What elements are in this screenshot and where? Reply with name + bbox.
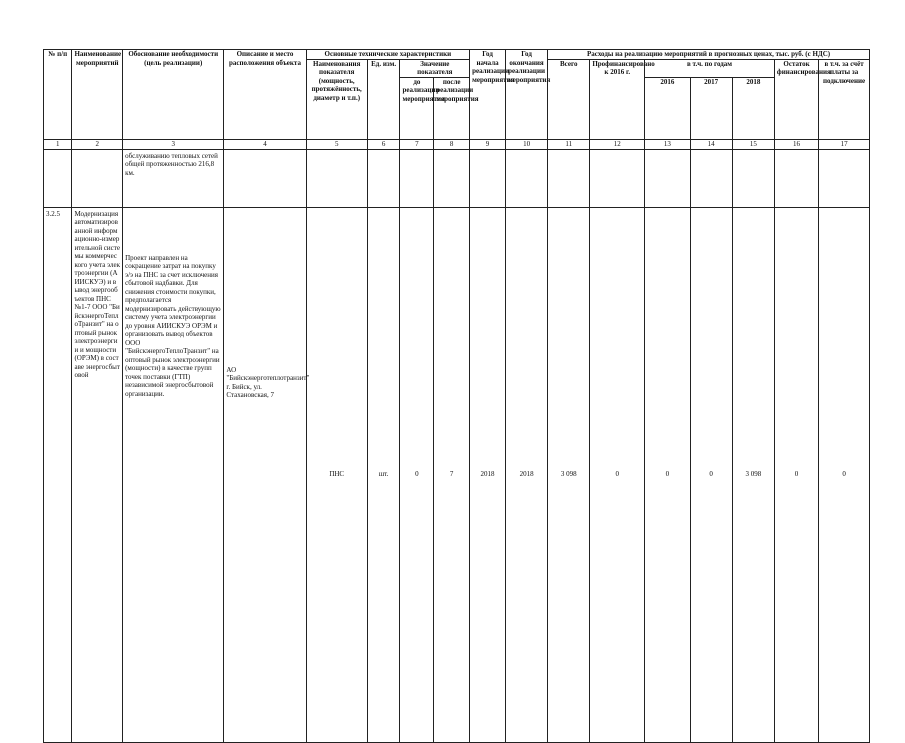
end-year-cell: 2018 — [505, 207, 547, 742]
indicator-cell: ПНС — [306, 207, 367, 742]
column-number: 6 — [367, 139, 400, 149]
header-justification: Обоснование необходимости (цель реализации) — [123, 50, 224, 140]
column-number: 17 — [819, 139, 870, 149]
header-row-1 — [44, 50, 870, 60]
unit-cell: шт. — [367, 207, 400, 742]
table-row — [44, 149, 870, 207]
y2016-cell: 0 — [645, 207, 690, 742]
header-tech-group: Основные технические характеристики — [306, 50, 469, 60]
before-value-cell: 0 — [400, 207, 434, 742]
header-before: до реализации мероприятия — [400, 77, 434, 139]
investment-program-table — [43, 49, 870, 743]
column-number: 12 — [590, 139, 645, 149]
connection-fee-cell: 0 — [819, 207, 870, 742]
column-number: 3 — [123, 139, 224, 149]
header-y2018: 2018 — [732, 77, 774, 139]
column-number: 9 — [470, 139, 506, 149]
column-number: 10 — [505, 139, 547, 149]
row-number: 3.2.5 — [44, 207, 72, 742]
column-number-row — [44, 139, 870, 149]
header-indicator: Наименования показателя (мощность, протяжённость, диаметр и т.п.) — [306, 59, 367, 139]
header-total: Всего — [548, 59, 590, 139]
header-name: Наименование мероприятий — [72, 50, 123, 140]
header-y2017: 2017 — [690, 77, 732, 139]
total-cell: 3 098 — [548, 207, 590, 742]
column-number: 16 — [774, 139, 818, 149]
header-years-group: в т.ч. по годам — [645, 59, 775, 77]
column-number: 4 — [224, 139, 306, 149]
justification-cell: обслуживанию тепловых сетей общей протяженностью 216,8 км. — [123, 149, 224, 207]
header-y2016: 2016 — [645, 77, 690, 139]
header-unit: Ед. изм. — [367, 59, 400, 139]
column-number: 8 — [434, 139, 470, 149]
header-connection-fee: в т.ч. за счёт платы за подключение — [819, 59, 870, 139]
header-num: № п/п — [44, 50, 72, 140]
header-start-year: Год начала реализации мероприятия — [470, 50, 506, 140]
header-values-group: Значение показателя — [400, 59, 470, 77]
y2018-cell: 3 098 — [732, 207, 774, 742]
start-year-cell: 2018 — [470, 207, 506, 742]
remaining-cell: 0 — [774, 207, 818, 742]
table-row — [44, 207, 870, 742]
header-after: после реализации мероприятия — [434, 77, 470, 139]
location-cell: АО "Бийскэнерготеплотранзит" г. Бийск, ул. Стахановская, 7 — [224, 207, 306, 742]
column-number: 2 — [72, 139, 123, 149]
header-location: Описание и место расположения объекта — [224, 50, 306, 140]
header-remaining: Остаток финансирования — [774, 59, 818, 139]
column-number: 13 — [645, 139, 690, 149]
column-number: 15 — [732, 139, 774, 149]
column-number: 11 — [548, 139, 590, 149]
y2017-cell: 0 — [690, 207, 732, 742]
column-number: 14 — [690, 139, 732, 149]
justification-cell: Проект направлен на сокращение затрат на покупку э/э на ПНС за счет исключения сбытовой надбавки. Для снижения стоимости покупки, предполагается модернизировать действующую систему учета электроэнергии до уровня АИИСКУЭ ОРЭМ и организовать вывод объектов ООО "БийскэнергоТеплоТранзит" на оптовый рынок электроэнергии (мощности) в качестве групп точек поставки (ГТП) независимой энергосбытовой организации. — [123, 207, 224, 742]
column-number: 1 — [44, 139, 72, 149]
column-number: 7 — [400, 139, 434, 149]
financed-cell: 0 — [590, 207, 645, 742]
header-financed: Профинансировано к 2016 г. — [590, 59, 645, 139]
header-costs-group: Расходы на реализацию мероприятий в прогнозных ценах, тыс. руб. (с НДС) — [548, 50, 870, 60]
after-value-cell: 7 — [434, 207, 470, 742]
measure-name: Модернизация автоматизированной информационно-измерительной системы коммерческого учета электроэнергии (АИИСКУЭ) и вывод энергообъектов ПНС №1-7 ООО "БийскэнергоТеплоТранзит" на оптовый рынок электроэнергии и мощности (ОРЭМ) в составе энергосбытовой — [72, 207, 123, 742]
column-number: 5 — [306, 139, 367, 149]
header-end-year: Год окончания реализации мероприятия — [505, 50, 547, 140]
